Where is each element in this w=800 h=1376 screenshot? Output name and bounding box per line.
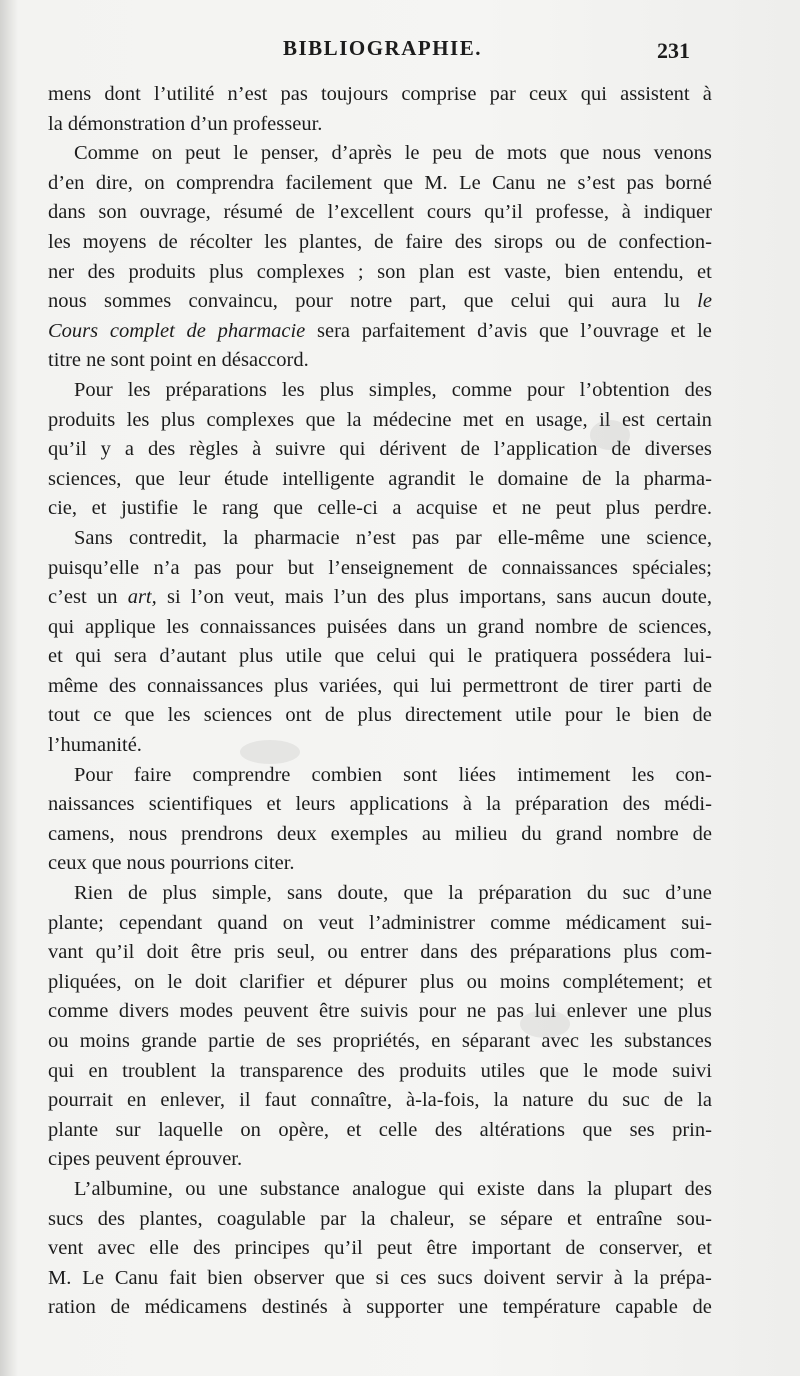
- text-line: nous sommes convaincu, pour notre part, que celui qui aura lu le: [48, 290, 712, 313]
- text-line: Cours complet de pharmacie sera parfaitement d’avis que l’ouvrage et le: [48, 319, 712, 342]
- running-head: [0, 34, 800, 64]
- text-line: mens dont l’utilité n’est pas toujours comprise par ceux qui assistent à: [48, 83, 712, 105]
- text-line: produits les plus complexes que la médecine met en usage, il est certain: [48, 408, 712, 431]
- text-line: Sans contredit, la pharmacie n’est pas par elle-même une science,: [74, 526, 712, 549]
- text-line: dans son ouvrage, résumé de l’excellent cours qu’il professe, à indiquer: [48, 201, 712, 224]
- text-line: naissances scientifiques et leurs applications à la préparation des médi-: [48, 793, 712, 816]
- text-line: ceux que nous pourrions citer.: [48, 852, 295, 875]
- text-line: pourrait en enlever, il faut connaître, à-la-fois, la nature du suc de la: [48, 1089, 712, 1112]
- text-line: et qui sera d’autant plus utile que celui qui le pratiquera possédera lui-: [48, 645, 712, 668]
- text-line: la démonstration d’un professeur.: [48, 112, 323, 135]
- text-line: cipes peuvent éprouver.: [48, 1148, 243, 1171]
- text-line: tout ce que les sciences ont de plus directement utile pour le bien de: [48, 704, 712, 727]
- text-line: M. Le Canu fait bien observer que si ces sucs doivent servir à la prépa-: [48, 1266, 712, 1289]
- text-line: d’en dire, on comprendra facilement que M. Le Canu ne s’est pas borné: [48, 171, 712, 194]
- text-line: les moyens de récolter les plantes, de faire des sirops ou de confection-: [48, 230, 712, 253]
- text-line: sucs des plantes, coagulable par la chaleur, se sépare et entraîne sou-: [48, 1207, 712, 1230]
- text-line: même des connaissances plus variées, qui lui permettront de tirer parti de: [48, 674, 712, 697]
- text-line: vent avec elle des principes qu’il peut être important de conserver, et: [48, 1237, 712, 1260]
- text-line: puisqu’elle n’a pas pour but l’enseignement de connaissances spéciales;: [48, 556, 712, 579]
- running-title: BIBLIOGRAPHIE.: [283, 36, 482, 60]
- text-line: l’humanité.: [48, 734, 142, 757]
- text-line: pliquées, on le doit clarifier et dépurer plus ou moins complétement; et: [48, 970, 712, 993]
- text-line: Rien de plus simple, sans doute, que la préparation du suc d’une: [74, 882, 712, 905]
- text-line: ou moins grande partie de ses propriétés, en séparant avec les substances: [48, 1030, 712, 1052]
- page-number: 231: [657, 38, 690, 63]
- text-line: plante; cependant quand on veut l’administrer comme médicament sui-: [48, 911, 712, 934]
- text-line: camens, nous prendrons deux exemples au milieu du grand nombre de: [48, 822, 712, 845]
- text-line: ration de médicamens destinés à supporter une température capable de: [48, 1296, 712, 1319]
- text-line: vant qu’il doit être pris seul, ou entrer dans des préparations plus com-: [48, 941, 712, 964]
- text-line: L’albumine, ou une substance analogue qui existe dans la plupart des: [74, 1177, 712, 1200]
- text-line: Pour faire comprendre combien sont liées intimement les con-: [74, 763, 712, 786]
- text-line: titre ne sont point en désaccord.: [48, 349, 309, 372]
- text-line: qui en troublent la transparence des produits utiles que le mode suivi: [48, 1059, 712, 1082]
- text-line: comme divers modes peuvent être suivis pour ne pas lui enlever une plus: [48, 1000, 712, 1023]
- text-line: plante sur laquelle on opère, et celle des altérations que ses prin-: [48, 1118, 712, 1141]
- body-text: [48, 80, 712, 1323]
- text-line: Pour les préparations les plus simples, comme pour l’obtention des: [74, 378, 712, 401]
- text-line: sciences, que leur étude intelligente agrandit le domaine de la pharma-: [48, 467, 712, 490]
- text-line: qu’il y a des règles à suivre qui dérivent de l’application de diverses: [48, 438, 712, 461]
- text-line: qui applique les connaissances puisées dans un grand nombre de sciences,: [48, 615, 712, 638]
- text-line: ner des produits plus complexes ; son plan est vaste, bien entendu, et: [48, 260, 712, 283]
- text-line: cie, et justifie le rang que celle-ci a acquise et ne peut plus perdre.: [48, 497, 712, 520]
- text-line: Comme on peut le penser, d’après le peu de mots que nous venons: [74, 142, 712, 165]
- text-line: c’est un art, si l’on veut, mais l’un des plus importans, sans aucun doute,: [48, 586, 712, 609]
